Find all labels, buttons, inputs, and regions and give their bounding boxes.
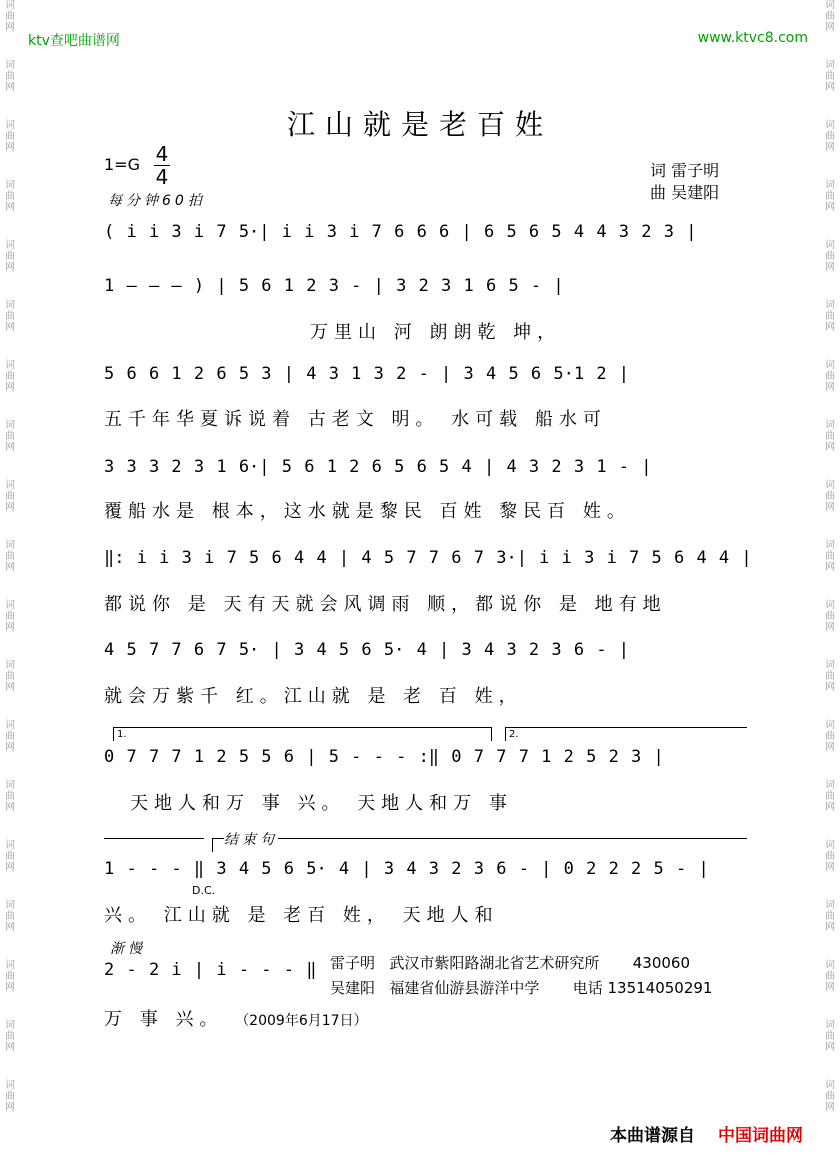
- left-watermark-strip: 词曲网 词曲网 词曲网 词曲网 词曲网 词曲网 词曲网 词曲网 词曲网 词曲网 词曲网 词曲网 词曲网 词曲网 词曲网 词曲网 词曲网 词曲网 词曲网: [5, 0, 15, 1113]
- score-line-8: 1 - - - ‖ 3 4 5 6 5· 4 | 3 4 3 2 3 6 - | 0 2 2 2 5 - |: [104, 859, 709, 879]
- score-line-6: 4 5 7 7 6 7 5· | 3 4 5 6 5· 4 | 3 4 3 2 3 6 - |: [104, 640, 630, 660]
- ending-2-tick: [505, 727, 506, 741]
- time-bottom: 4: [155, 165, 169, 189]
- credits: [650, 160, 719, 204]
- coda-tick: [212, 838, 213, 852]
- key-signature: 1=G: [104, 155, 140, 174]
- time-top: 4: [155, 142, 169, 166]
- ritardando-marking: 渐慢: [110, 941, 146, 957]
- lyric-line-5: 都说你 是 天有天就会风调雨 顺，都说你 是 地有地: [104, 594, 667, 615]
- lyric-line-7: 天地人和万 事 兴。 天地人和万 事: [130, 793, 513, 814]
- coda-left-rule: [104, 838, 204, 839]
- right-watermark-strip: 词曲网 词曲网 词曲网 词曲网 词曲网 词曲网 词曲网 词曲网 词曲网 词曲网 词曲网 词曲网 词曲网 词曲网 词曲网 词曲网 词曲网 词曲网 词曲网: [825, 0, 835, 1113]
- score-line-1: ( i i 3 i 7 5·| i i 3 i 7 6 6 6 | 6 5 6 5 4 4 3 2 3 |: [104, 222, 697, 242]
- contact-1-code: 430060: [632, 954, 690, 972]
- score-line-2: 1 — — — ) | 5 6 1 2 3 - | 3 2 3 1 6 5 - |: [104, 276, 564, 296]
- lyric-line-9: [104, 1005, 368, 1031]
- score-line-4: 3 3 3 2 3 1 6·| 5 6 1 2 6 5 6 5 4 | 4 3 2 3 1 - |: [104, 457, 652, 477]
- ending-1-bracket: [113, 727, 491, 728]
- coda-label: 结束句: [224, 829, 278, 849]
- time-signature: [152, 143, 172, 188]
- lyric-line-8: 兴。 江山就 是 老百 姓， 天地人和: [104, 905, 499, 926]
- contact-2-name: 吴建阳: [330, 979, 376, 997]
- composer: 曲 吴建阳: [650, 183, 720, 202]
- site-right-link[interactable]: www.ktvc8.com: [697, 30, 808, 46]
- ending-1-label: 1.: [117, 729, 127, 740]
- score-line-7: 0 7 7 7 1 2 5 5 6 | 5 - - - :‖ 0 7 7 7 1 2 5 2 3 |: [104, 747, 664, 767]
- song-title: 江山就是老百姓: [286, 108, 553, 141]
- contact-row-1: [330, 952, 690, 973]
- ending-2-bracket: [505, 727, 747, 728]
- lyric-line-6: 就会万紫千 红。江山就 是 老 百 姓，: [104, 686, 523, 707]
- site-left-link[interactable]: ktv查吧曲谱网: [28, 33, 120, 49]
- contact-row-2: [330, 977, 712, 998]
- tempo-marking: 每分钟60拍: [108, 193, 206, 209]
- contact-2-phone: 电话 13514050291: [572, 979, 713, 997]
- score-line-5: ‖: i i 3 i 7 5 6 4 4 | 4 5 7 7 6 7 3·| i i 3 i 7 5 6 4 4 |: [104, 548, 752, 568]
- contact-1-name: 雷子明: [330, 954, 376, 972]
- score-line-3: 5 6 6 1 2 6 5 3 | 4 3 1 3 2 - | 3 4 5 6 5·1 2 |: [104, 364, 630, 384]
- dc-marking: D.C.: [192, 884, 216, 897]
- lyric-line-4: 覆船水是 根本，这水就是黎民 百姓 黎民百 姓。: [104, 501, 631, 522]
- coda-bracket: [212, 838, 747, 839]
- score-line-9: 2 - 2 i | i - - - ‖: [104, 960, 317, 980]
- footer-site-link[interactable]: 中国词曲网: [718, 1126, 803, 1146]
- contact-1-address: 武汉市紫阳路湖北省艺术研究所: [389, 954, 600, 972]
- lyricist: 词 雷子明: [650, 161, 720, 180]
- lyric-line-2: 万里山 河 朗朗乾 坤，: [310, 322, 562, 343]
- ending-1-tick: [113, 727, 114, 741]
- lyric-line-3: 五千年华夏诉说着 古老文 明。 水可载 船水可: [104, 409, 607, 430]
- composition-date: （2009年6月17日）: [235, 1013, 368, 1029]
- lyric-line-9-text: 万 事 兴。: [104, 1009, 224, 1030]
- footer-source-label: 本曲谱源自: [610, 1126, 695, 1146]
- contact-2-address: 福建省仙游县游洋中学: [389, 979, 540, 997]
- ending-1-end-tick: [491, 727, 492, 741]
- ending-2-label: 2.: [509, 729, 519, 740]
